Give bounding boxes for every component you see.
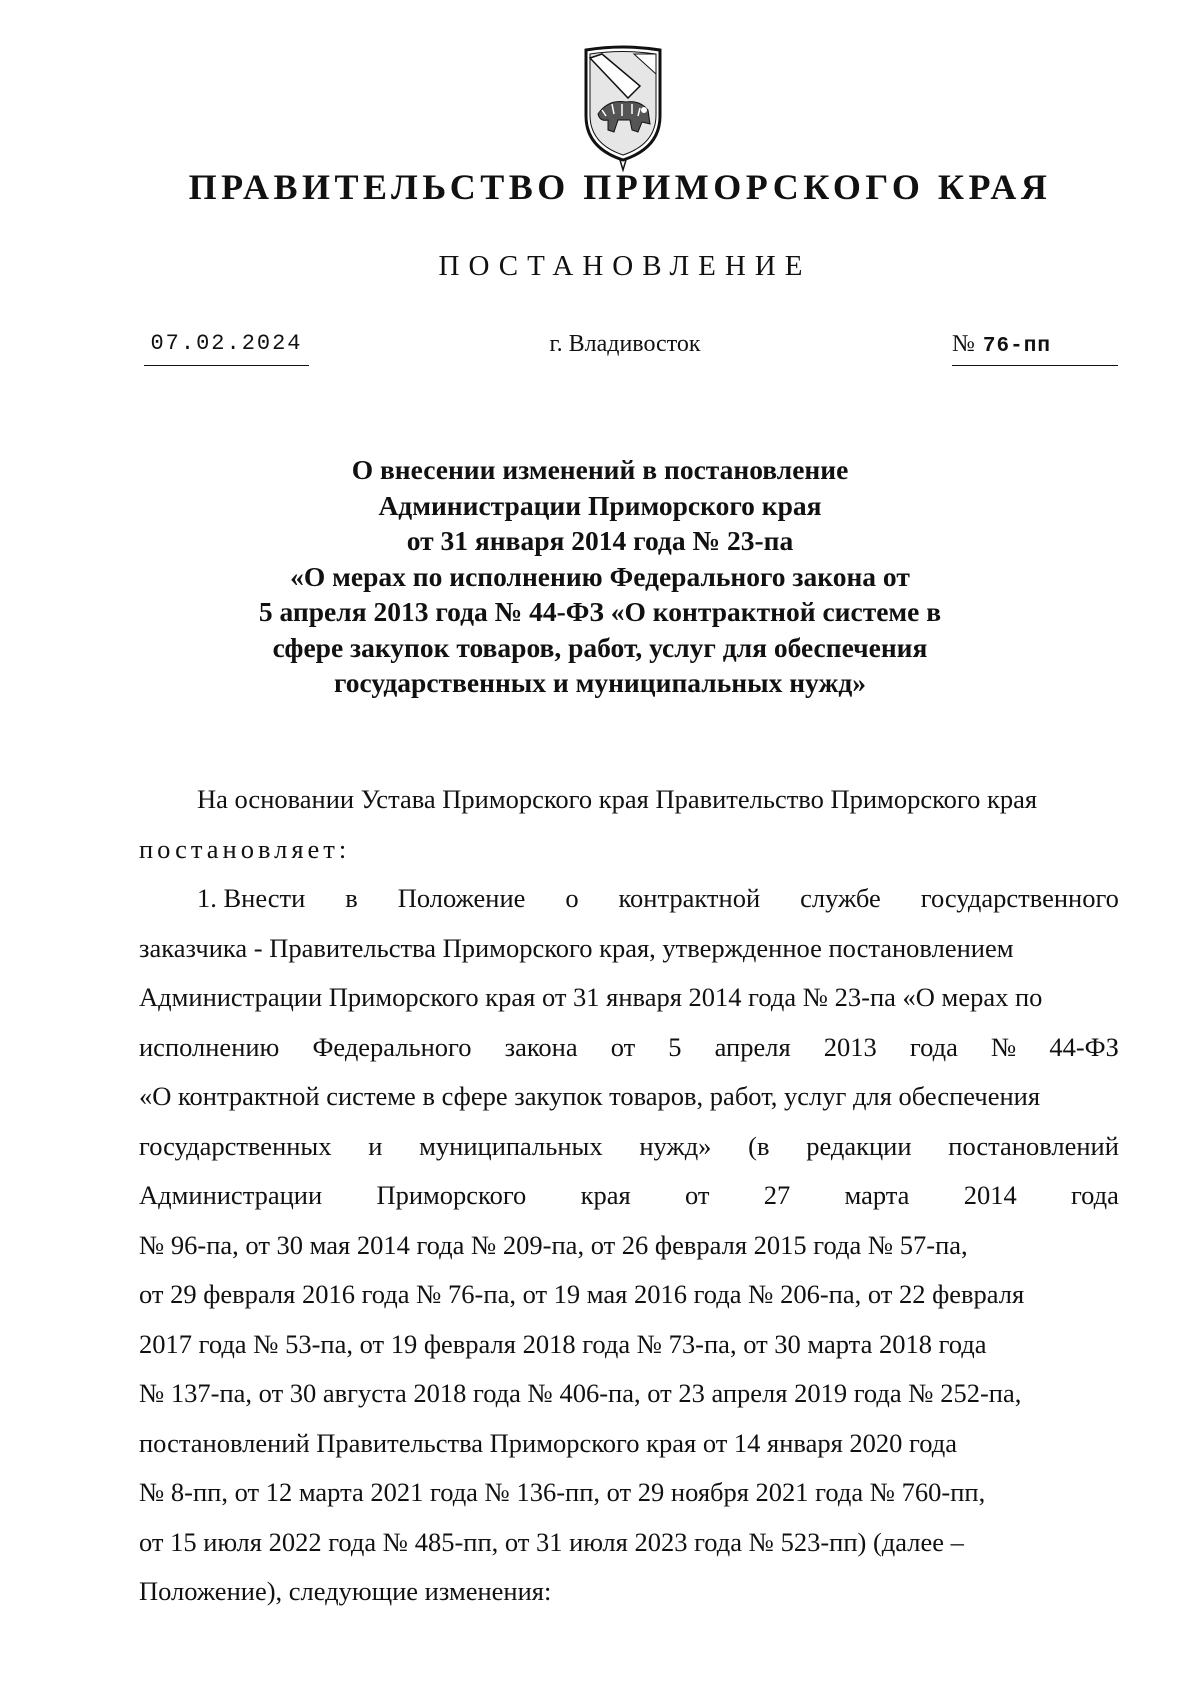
number-value: 76-пп <box>982 335 1051 358</box>
word: марта <box>844 1180 910 1210</box>
word: контрактной <box>618 883 761 913</box>
body-line: постановлений Правительства Приморского края от 14 января 2020 года <box>139 1427 957 1458</box>
body-line: № 96-па, от 30 мая 2014 года № 209-па, от 26 февраля 2015 года № 57-па, <box>139 1229 968 1260</box>
body-line: № 8-пп, от 12 марта 2021 года № 136-пп, от 29 ноября 2021 года № 760-пп, <box>139 1477 986 1507</box>
body-line: от 29 февраля 2016 года № 76-па, от 19 мая 2016 года № 206-па, от 22 февраля <box>139 1279 1025 1309</box>
word: Администрации <box>139 1180 323 1210</box>
body-line: 2017 года № 53-па, от 19 февраля 2018 года № 73-па, от 30 марта 2018 года <box>139 1328 987 1359</box>
word: Положение <box>397 883 526 913</box>
heading-line: 5 апреля 2013 года № 44-ФЗ «О контрактной системе в <box>258 596 942 627</box>
document-heading <box>180 452 1020 701</box>
word: и <box>368 1130 383 1161</box>
body-line-justified <box>139 1023 1119 1073</box>
document-city: г. Владивосток <box>549 331 701 357</box>
word: службе <box>800 883 881 913</box>
number-prefix: № <box>952 331 975 357</box>
heading-line: сфере закупок товаров, работ, услуг для обеспечения <box>272 631 928 663</box>
word: исполнению <box>139 1031 280 1062</box>
body-line: Администрации Приморского края от 31 января 2014 года № 23-па «О мерах по <box>139 982 1043 1012</box>
word: 2014 <box>963 1180 1017 1210</box>
body-line: постановляет: <box>139 833 351 864</box>
body-line: от 15 июля 2022 года № 485-пп, от 31 июля 2023 года № 523-пп) (далее – <box>139 1526 964 1557</box>
word: 2013 <box>823 1031 877 1062</box>
word: 5 <box>668 1031 682 1062</box>
body-line: Положение), следующие изменения: <box>139 1576 552 1606</box>
word: № <box>990 1031 1017 1062</box>
heading-line: государственных и муниципальных нужд» <box>333 667 867 698</box>
word: государственного <box>920 883 1119 913</box>
heading-line: Администрации Приморского края <box>378 489 822 521</box>
word: года <box>909 1031 958 1062</box>
heading-line: О внесении изменений в постановление <box>351 454 849 485</box>
heading-line: от 31 января 2014 года № 23-па <box>406 525 794 556</box>
word: редакции <box>806 1130 912 1161</box>
government-title: ПРАВИТЕЛЬСТВО ПРИМОРСКОГО КРАЯ <box>188 167 1052 207</box>
word: государственных <box>139 1130 332 1161</box>
document-body <box>139 775 1119 1617</box>
body-line-justified <box>139 1122 1119 1172</box>
body-line: заказчика - Правительства Приморского края, утвержденное постановлением <box>139 932 1014 963</box>
word: края <box>580 1180 631 1210</box>
word: нужд» <box>639 1130 712 1161</box>
word: в <box>345 883 358 913</box>
body-line: На основании Устава Приморского края Правительство Приморского края <box>197 784 1038 814</box>
word: апреля <box>714 1031 791 1062</box>
word: Приморского <box>376 1180 527 1210</box>
document-number <box>952 327 1118 366</box>
coat-of-arms-emblem <box>578 44 668 172</box>
word: муниципальных <box>419 1130 603 1161</box>
heading-line: «О мерах по исполнению Федерального закона от <box>290 560 910 592</box>
word: о <box>565 883 579 913</box>
word: постановлений <box>948 1130 1119 1161</box>
word: 44-ФЗ <box>1049 1031 1119 1062</box>
word: года <box>1070 1180 1119 1210</box>
word: от <box>610 1031 636 1062</box>
document-date: 07.02.2024 <box>144 327 309 366</box>
word: Федерального <box>312 1031 472 1062</box>
body-line: «О контрактной системе в сфере закупок товаров, работ, услуг для обеспечения <box>139 1081 1041 1111</box>
word: закона <box>504 1031 578 1062</box>
body-line-justified <box>139 1171 1119 1221</box>
word: 27 <box>763 1180 791 1210</box>
body-line-justified <box>139 874 1119 924</box>
word: (в <box>748 1130 770 1161</box>
word: от <box>684 1180 710 1210</box>
document-type: ПОСТАНОВЛЕНИЕ <box>438 250 812 282</box>
word: 1. Внести <box>197 883 306 913</box>
body-line: № 137-па, от 30 августа 2018 года № 406-па, от 23 апреля 2019 года № 252-па, <box>139 1378 1022 1408</box>
